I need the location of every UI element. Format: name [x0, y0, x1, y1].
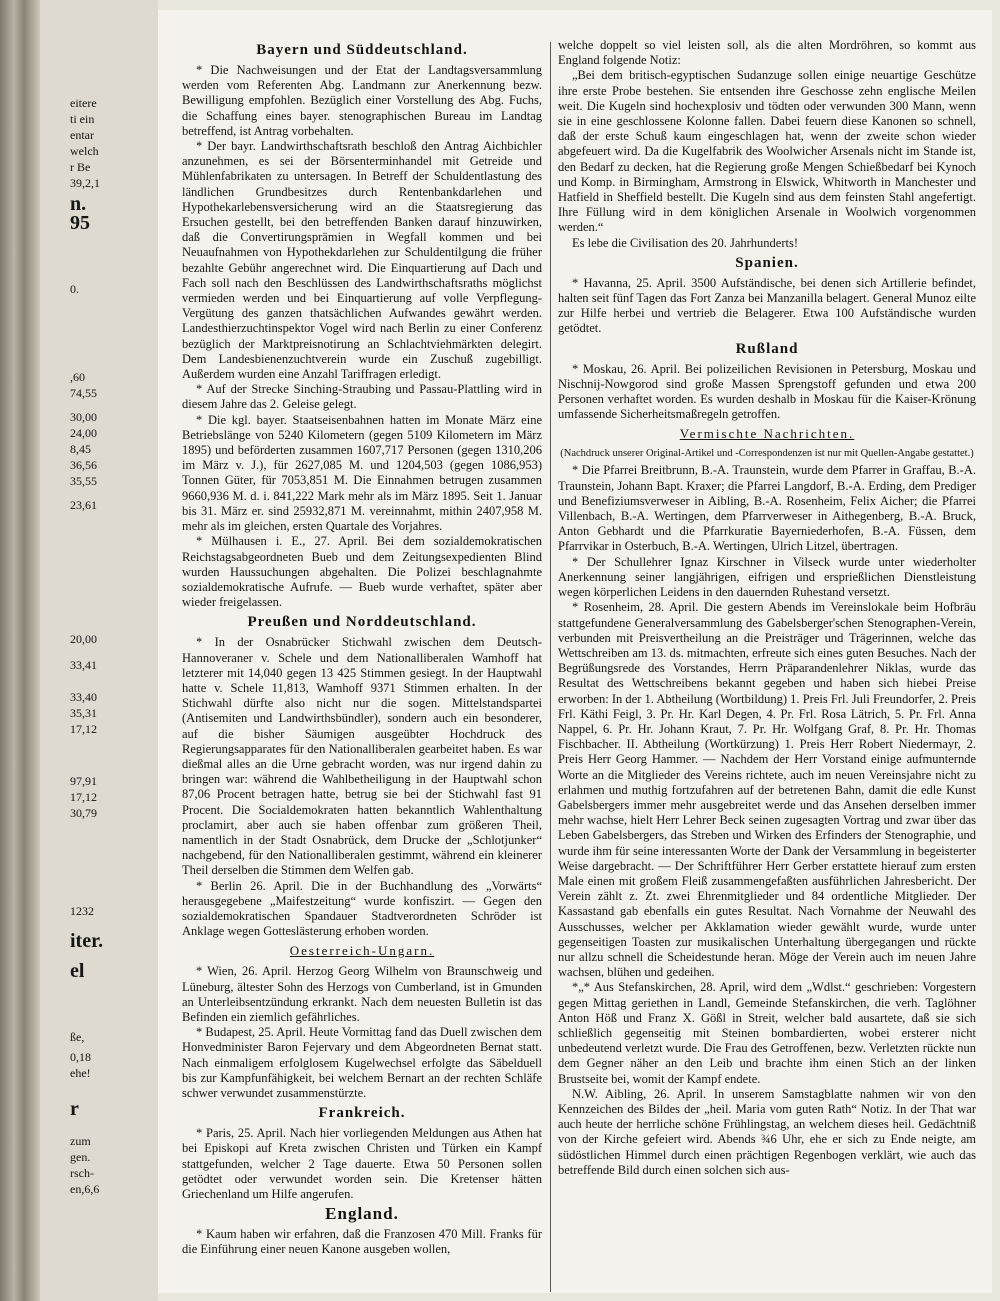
- strip-fragment: eitere: [70, 96, 97, 110]
- strip-fragment: rsch-: [70, 1166, 94, 1180]
- article-paragraph: * Die Pfarrei Breitbrunn, B.-A. Traunstein, wurde dem Pfarrer in Graffau, B.-A. Traunstein, Johann Bapt. Kraxer; die Pfarrei Langdorf, B.-A. Erding, dem Prediger und Benefiziumsverweser in Aibling, B.-A. Rosenheim, Felix Aicher; die Pfarrei Villenbach, B.-A. Wertingen, dem Pfarrverweser in Aithegenberg, B.-A. Bruck, Anton Gebhardt und die Pfarrkuratie Bayerniederhofen, B.-A. Füssen, dem Pfarrvikar in Osterbuch, B.-A. Wertingen, Ulrich Litzel, übertragen.: [558, 463, 976, 554]
- section-heading: Frankreich.: [318, 1105, 406, 1122]
- section-heading: Vermischte Nachrichten.: [679, 426, 855, 442]
- reprint-note: (Nachdruck unserer Original-Artikel und -Correspondenzen ist nur mit Quellen-Angabe gestattet.): [560, 448, 974, 460]
- article-paragraph: * Wien, 26. April. Herzog Georg Wilhelm von Braunschweig und Lüneburg, ältester Sohn des Herzogs von Cumberland, ist in Gmunden an Unterleibsentzündung erkrankt. Nach dem neuesten Bulletin ist das Befinden ein ziemlich gefährliches.: [182, 964, 542, 1024]
- article-paragraph: * Die Nachweisungen und der Etat der Landtagsversammlung werden vom Referenten Abg. Landmann zur Anerkennung bezw. Bewilligung empfohlen. Bezüglich einer Vorstellung des Abg. Fuchs, die Schaffung eines bayer. stenographischen Bureau im Landtag betreffend, ist Antrag vorbehalten.: [182, 63, 542, 138]
- strip-fragment: 36,56: [70, 458, 97, 472]
- strip-fragment: 17,12: [70, 790, 97, 804]
- article-paragraph: * Berlin 26. April. Die in der Buchhandlung des „Vorwärts“ herausgegebene „Maifestzeitung“ wurde konfiszirt. — Gegen den sozialdemokratischen Spandauer Stadtverordneten Schröder ist Anklage wegen Gotteslästerung erhoben worden.: [182, 878, 542, 939]
- strip-fragment: 35,55: [70, 474, 97, 488]
- article-paragraph: N.W. Aibling, 26. April. In unserem Samstagblatte nahmen wir von den Kennzeichen des Bildes der „heil. Maria vom guten Rath“ Notiz. In der That war auch heute der herrliche schöne Frühlingstag, an welchem dieses heil. Gedächtniß von der Kirche gefeiert wird. Abends ¾6 Uhr, ehe er sich zu Ende neigte, am südöstlichen Himmel durch einen prächtigen Regenbogen verklärt, wie auch das betreffende Bild durch einen solchen sich aus-: [558, 1086, 976, 1177]
- strip-fragment: zum: [70, 1134, 91, 1148]
- article-paragraph: * Rosenheim, 28. April. Die gestern Abends im Vereinslokale beim Hofbräu stattgefundene Generalversammlung des Gabelsberger'schen Stenographen-Verein, verbunden mit Preisvertheilung an die Preisträger und Trägerinnen, welche das Wettschreiben am 13. ds. mitmachten, erfreute sich eines guten Besuches. Nach der Begrüßungsrede des Vorstandes, Herrn Präparandenlehrer Niklas, wurde das Resultat des Wettschreibens bekannt gegeben und haben sich hiebei Preise erworben: In der 1. Abtheilung (Wortbildung) 1. Preis Frl. Juli Freundorfer, 2. Preis Frl. Käthi Feigl, 3. Pr. Hr. Karl Degen, 4. Pr. Frl. Rosa Lätrich, 5. Pr. Frl. Anna Nappel, 6. Pr. Hr. Johann Kraut, 7. Pr. Hr. Wolfgang Graf, 8. Pr. Hr. Thomas Fischbacher. II. Abtheilung (Wortkürzung) 1. Preis Herr Robert Niedermayr, 2. Preis Herr Georg Hammer. — Nachdem der Herr Vorstand einige aufmunternde Worte an die Mitglieder des Vereins richtete, auch im neuen Vereinsjahre nicht zu erlahmen und muthig fortzufahren auf der betretenen Bahn, damit die edle Kunst Gabelsbergers immer mehr ausgebreitet werde und das Ansehen derselben immer mehr wachse, hielt Herr Lehrer Beck seinen zugesagten Vortrag und zwar über das Leben Gabelsbergers, das Streben und Wirken des Erfinders der Stenographie, und wurde ihm für seine interessanten Worte der Dank der Versammlung in begeisterter Weise dargebracht. — Der Schriftführer Herr Gerber erstattete hierauf zum ersten Male einen mit großem Fleiß zusammengefaßten ausführlichen Jahresbericht. Der Verein zählt z. Zt. zwei Ehrenmitglieder und 84 ordentliche Mitglieder. Der Kassastand gab ebenfalls ein gutes Resultat. Nach Vornahme der Neuwahl des Ausschusses, welcher per Akklamation wieder gewählt wurde, wurde unter gegenseitigen Toasten zur musikalischen Unterhaltung übergegangen und rückte nur allzu schnell die Scheidestunde heran. Möge der Verein auch im neuen Jahre wachsen, blühen und gedeihen.: [558, 600, 976, 980]
- strip-fragment: 17,12: [70, 722, 97, 736]
- left-column: [182, 38, 542, 1278]
- article-paragraph: „Bei dem britisch-egyptischen Sudanzuge sollen einige neuartige Geschütze ihre erste Probe bestehen. Sie entsenden ihre Geschosse zehn englische Meilen weit. Die Kugeln sind hochexplosiv und tödten oder verwunden 300 Mann, wenn sie in eine geschlossene Kolonne fallen. Dabei feuern diese Kanonen so schnell, daß der erste Schuß kaum eingeschlagen hat, wenn der zweite schon wieder abgefeuert wird. Da die Kugelfabrik des Woolwicher Arsenals nicht im Stande ist, den Bedarf zu decken, hat die Regierung große Mengen Schießbedarf bei Kynoch und Komp. in Birmingham, Armstrong in Elswick, Whitworth in Manchester und Hatfield in Sheffield bestellt. Die Kugeln sind aus dem feinsten Stahl angefertigt. Ihre Füllung wird in dem königlichen Arsenale in Woolwich vorgenommen werden.“: [558, 68, 976, 235]
- article-paragraph: * Havanna, 25. April. 3500 Aufständische, bei denen sich Artillerie befindet, halten seit fünf Tagen das Fort Zanza bei Manzanilla belagert. General Munoz eilte zur Hilfe herbei und vertrieb die Belagerer. Etwa 100 Aufständische wurden getödtet.: [558, 275, 976, 336]
- article-paragraph: * Die kgl. bayer. Staatseisenbahnen hatten im Monate März eine Betriebslänge von 5240 Kilometern (gegen 5109 Kilometern im März 1895) und beförderten zusammen 1607,717 Personen (gegen 1310,206 im März v. J.), für 2627,085 M. und 1204,503 (gegen 1086,953) Tonnen Güter, für 7053,851 M. Die Einnahmen betrugen zusammen 9660,936 M. d. i. 841,222 Mark mehr als im März 1895. Seit 1. Januar bis 31. März er. sind 25932,871 M. vereinnahmt, mithin 2407,958 M. mehr als im gleichen, ersten Quartale des Vorjahres.: [182, 412, 542, 534]
- article-paragraph: Es lebe die Civilisation des 20. Jahrhunderts!: [572, 235, 799, 250]
- section-heading: Bayern und Süddeutschland.: [256, 42, 468, 58]
- section-heading: England.: [325, 1204, 399, 1224]
- strip-fragment: 74,55: [70, 386, 97, 400]
- article-paragraph: * Mülhausen i. E., 27. April. Bei dem sozialdemokratischen Reichstagsabgeordneten Bueb und dem Zeitungsexpedienten Blind wurden Haussuchungen abgehalten. Die Polizei beschlagnahmte sozialdemokratische Aufrufe. — Bueb wurde verhaftet, später aber wieder freigelassen.: [182, 534, 542, 610]
- section-heading: Spanien.: [735, 254, 799, 271]
- strip-fragment: 0,18: [70, 1050, 91, 1064]
- article-paragraph: * In der Osnabrücker Stichwahl zwischen dem Deutsch-Hannoveraner v. Schele und dem Nationalliberalen Wamhoff hat letzterer mit 14,040 gegen 13 425 Stimmen gesiegt. In der Hauptwahl hatte v. Schele 11,813, Wamhoff 9371 Stimmen erhalten. In der Stichwahl dürfte also nicht nur die sogen. Mittelstandspartei (Antisemiten und Landwirthsbündler), sondern auch ein besonderer, auf die bisher Säumigen ausgeübter Hochdruck des Regierungsapparates für den Nationalliberalen gearbeitet haben. Es war dießmal alles an die Urne gebracht worden, was nur irgend dahin zu bringen war: während die Wahlbetheiligung in der Hauptwahl schon 87,06 Procent betragen hatte, betrug sie bei der Stichwahl fast 91 Procent. Die Socialdemokraten hatten bekanntlich Wahlenthaltung proclamirt, aber auch sie haben offenbar zum größeren Theil, namentlich in der Stadt Osnabrück, dem Drucke der „Schlotjunker“ nachgebend, für den Nationalliberalen gestimmt, während ein kleinerer Theil derselben die Stimmen dem Welfen gab.: [182, 635, 542, 878]
- strip-fragment: 24,00: [70, 426, 97, 440]
- section-heading: Oesterreich-Ungarn.: [289, 943, 435, 959]
- article-paragraph: * Der bayr. Landwirthschaftsrath beschloß den Antrag Aichbichler anzunehmen, es sei der Börsenterminhandel mit Getreide und Mühlenfabrikaten zu untersagen. In Betreff der Schuldentlastung des ländlichen Grundbesitzes durch Rentenbankdarlehen und Hypothekarlebensversicherung wird an die Staatsregierung das Ersuchen gestellt, bei den betreffenden Banken darauf hinzuwirken, daß die Convertirungsprämien in Wegfall kommen und bei Neuaufnahmen von Hypothekdarlehen zur Schuldentilgung die früher bezahlte Gebühr angerechnet wird. Die Einquartierung auf Dach und Fach soll nach den Beschlüssen des Landwirthschaftsraths möglichst vermieden werden und bei Einquartierung auf volle Verpflegung-Vergütung des ganzen thatsächlichen Aufwandes gewährt werden. Landesthierzuchtinspektor Vogel wird nach Berlin zu einer Conferenz bezüglich der Marktpreisnotirung an Schlachtviehmärkten delegirt. Dem Landesbienenzuchtverein wurde ein Zuschuß zugebilligt. Außerdem wurden eine Anzahl Tariffragen erledigt.: [182, 139, 542, 382]
- strip-fragment: welch: [70, 144, 99, 158]
- strip-fragment: 39,2,1: [70, 176, 100, 190]
- strip-fragment: 95: [70, 212, 90, 234]
- strip-fragment: 97,91: [70, 774, 97, 788]
- strip-fragment: en,6,6: [70, 1182, 100, 1196]
- book-spine: [0, 0, 40, 1301]
- article-paragraph: * Auf der Strecke Sinching-Straubing und Passau-Plattling wird in diesem Jahre das 2. Geleise gelegt.: [182, 382, 542, 412]
- newspaper-page: [158, 10, 992, 1293]
- strip-fragment: 30,79: [70, 806, 97, 820]
- strip-fragment: iter.: [70, 930, 104, 952]
- strip-fragment: 33,40: [70, 690, 97, 704]
- article-paragraph: * Der Schullehrer Ignaz Kirschner in Vilseck wurde unter wiederholter Anerkennung seiner langjährigen, eifrigen und ersprießlichen Dienstleistung wegen körperlichen Leidens in den dauernden Ruhestand versetzt.: [558, 554, 976, 600]
- strip-fragment: 8,45: [70, 442, 91, 456]
- strip-fragment: 30,00: [70, 410, 97, 424]
- strip-fragment: ße,: [70, 1030, 85, 1044]
- adjacent-page-strip: [40, 0, 158, 1301]
- article-paragraph: * Moskau, 26. April. Bei polizeilichen Revisionen in Petersburg, Moskau und Nischnij-Nowgorod sind große Massen Sprengstoff gefunden und etwa 200 Personen verhaftet worden. Es wurden deshalb in Moskau für die Kaiser-Krönung umfassende Sicherheitsmaßregeln getroffen.: [558, 361, 976, 422]
- article-paragraph: * Kaum haben wir erfahren, daß die Franzosen 470 Mill. Franks für die Einführung einer neuen Kanone ausgeben wollen,: [182, 1227, 542, 1257]
- strip-fragment: ehe!: [70, 1066, 91, 1080]
- strip-fragment: entar: [70, 128, 94, 142]
- strip-fragment: gen.: [70, 1150, 91, 1164]
- strip-fragment: el: [70, 960, 85, 982]
- strip-fragment: ti ein: [70, 112, 95, 126]
- strip-fragment: 20,00: [70, 632, 97, 646]
- article-paragraph: *„* Aus Stefanskirchen, 28. April, wird dem „Wdlst.“ geschrieben: Vorgestern gegen Mittag geriethen in Landl, Gemeinde Stefanskirchen, die verh. Taglöhner Anton Höß und Franz X. Gößl in Streit, welcher bald ausartete, daß sie sich schließlich gegenseitig mit Steinen bombardierten, wobei ersterer nicht unbedeutend verletzt wurde. Die Frau des Getroffenen, bezw. Verletzten rückte nun dem Gegner näher an den Leib und brachte ihm einen Stich an der linken Brustseite bei, womit der Kampf endete.: [558, 980, 976, 1086]
- strip-fragment: r Be: [70, 160, 91, 174]
- section-heading: Rußland: [735, 340, 799, 357]
- strip-fragment: 23,61: [70, 498, 97, 512]
- strip-fragment: 33,41: [70, 658, 97, 672]
- strip-fragment: ,60: [70, 370, 85, 384]
- strip-fragment: r: [70, 1098, 79, 1120]
- strip-fragment: 0.: [70, 282, 79, 296]
- right-column: [558, 38, 976, 1278]
- article-paragraph: * Budapest, 25. April. Heute Vormittag fand das Duell zwischen dem Honvedminister Baron Fejervary und dem Abgeordneten Bernat statt. Nach einmaligem erfolglosem Kugelwechsel erfolgte das Säbelduell bis zur Kampfunfähigkeit, bei welchem Bernart an der rechten Schläfe schwer verwundet zusammenstürzte.: [182, 1025, 542, 1100]
- strip-fragment: 1232: [70, 904, 94, 918]
- section-heading: Preußen und Norddeutschland.: [247, 614, 477, 631]
- article-paragraph: * Paris, 25. April. Nach hier vorliegenden Meldungen aus Athen hat bei Episkopi auf Kreta zwischen Christen und Türken ein Kampf stattgefunden, welcher 2 Tage dauerte. Etwa 50 Personen sollen getödtet oder verwundet worden sein. Die Kretenser hätten Griechenland um Hilfe angerufen.: [182, 1126, 542, 1202]
- strip-fragment: 35,31: [70, 706, 97, 720]
- article-paragraph: welche doppelt so viel leisten soll, als die alten Mordröhren, so kommt aus England folgende Notiz:: [558, 38, 976, 68]
- strip-fragment: n.: [70, 193, 87, 215]
- column-divider: [550, 42, 551, 1292]
